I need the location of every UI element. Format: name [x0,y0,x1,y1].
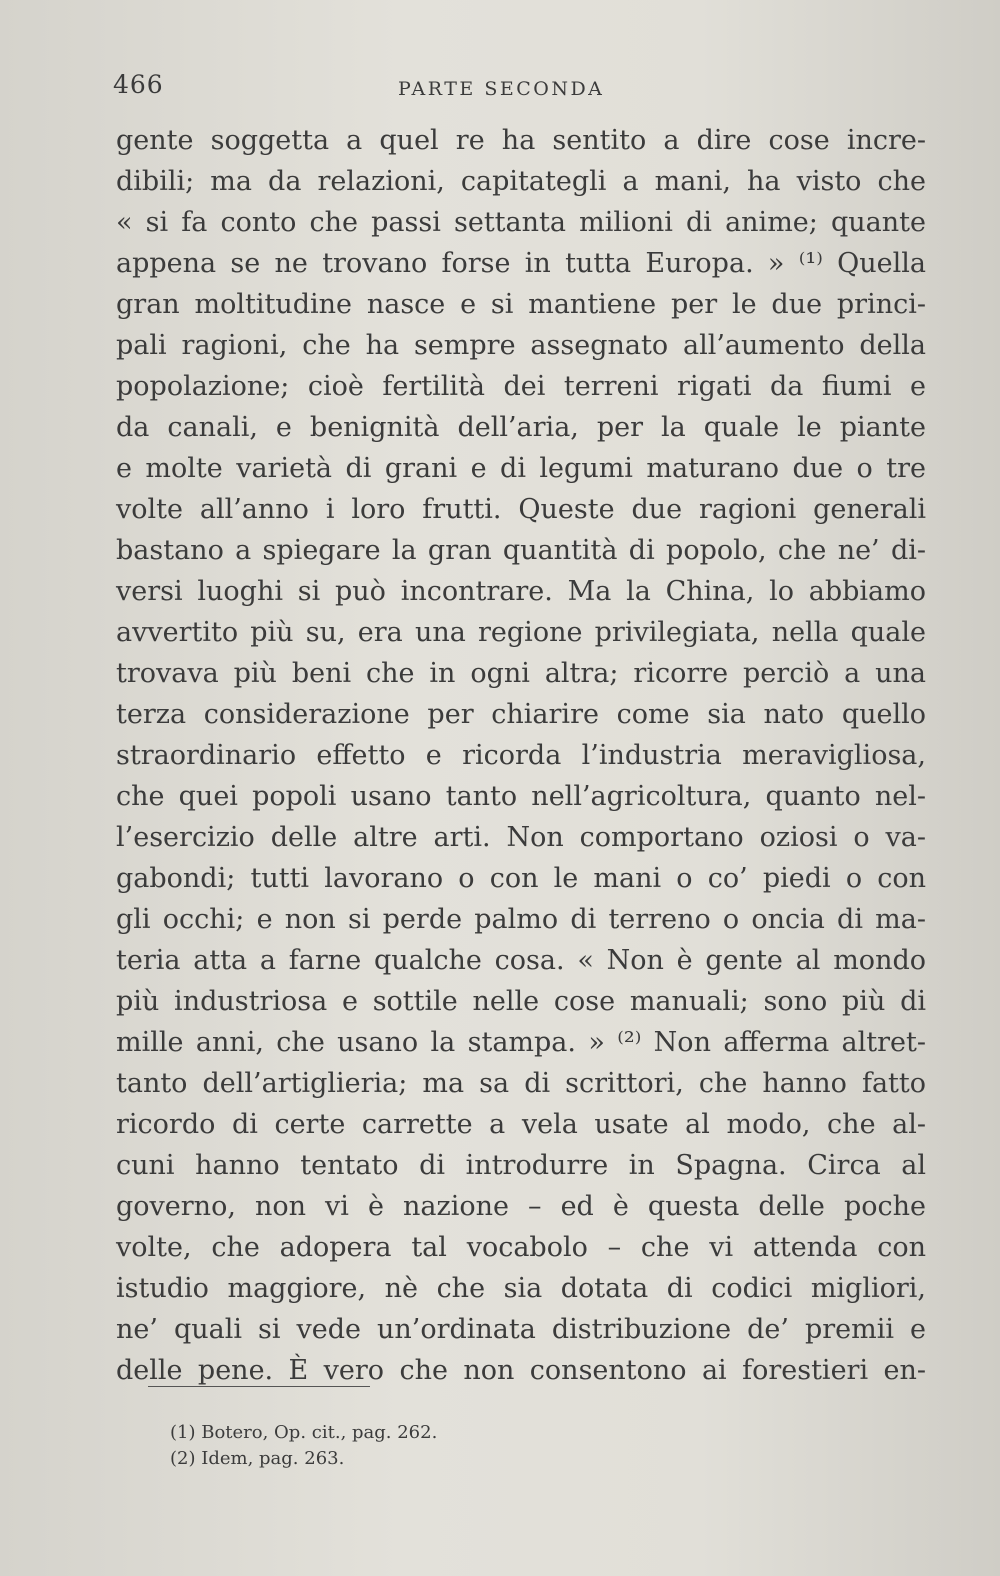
body-line: ne’ quali si vede un’ordinata distribuzione de’ premii e [116,1314,926,1345]
body-line: dibili; ma da relazioni, capitategli a mani, ha visto che [116,166,926,197]
footnote: (1) Botero, Op. cit., pag. 262. [170,1422,438,1443]
body-line: « si fa conto che passi settanta milioni di anime; quante [116,207,926,238]
body-line: gabondi; tutti lavorano o con le mani o co’ piedi o con [116,863,926,894]
body-line: bastano a spiegare la gran quantità di popolo, che ne’ di- [116,535,926,566]
body-line: istudio maggiore, nè che sia dotata di codici migliori, [116,1273,926,1304]
body-line: più industriosa e sottile nelle cose manuali; sono più di [116,986,926,1017]
body-line: appena se ne trovano forse in tutta Europa. » ⁽¹⁾ Quella [116,248,926,279]
body-line: teria atta a farne qualche cosa. « Non è gente al mondo [116,945,926,976]
body-line: ricordo di certe carrette a vela usate al modo, che al- [116,1109,926,1140]
body-line: pali ragioni, che ha sempre assegnato all’aumento della [116,330,926,361]
body-line: gran moltitudine nasce e si mantiene per le due princi- [116,289,926,320]
body-line: l’esercizio delle altre arti. Non comportano oziosi o va- [116,822,926,853]
footnote: (2) Idem, pag. 263. [170,1448,345,1469]
body-line: versi luoghi si può incontrare. Ma la China, lo abbiamo [116,576,926,607]
body-line: delle pene. È vero che non consentono ai forestieri en- [116,1355,926,1386]
footnote-rule [148,1386,370,1387]
body-line: mille anni, che usano la stampa. » ⁽²⁾ Non afferma altret- [116,1027,926,1058]
body-line: straordinario effetto e ricorda l’industria meravigliosa, [116,740,926,771]
body-line: volte, che adopera tal vocabolo – che vi attenda con [116,1232,926,1263]
body-line: tanto dell’artiglieria; ma sa di scrittori, che hanno fatto [116,1068,926,1099]
body-line: terza considerazione per chiarire come sia nato quello [116,699,926,730]
body-line: governo, non vi è nazione – ed è questa delle poche [116,1191,926,1222]
page-number: 466 [113,70,164,99]
body-line: gente soggetta a quel re ha sentito a dire cose incre- [116,125,926,156]
body-line: avvertito più su, era una regione privilegiata, nella quale [116,617,926,648]
body-line: popolazione; cioè fertilità dei terreni rigati da fiumi e [116,371,926,402]
body-line: volte all’anno i loro frutti. Queste due ragioni generali [116,494,926,525]
running-head: PARTE SECONDA [398,78,605,100]
body-line: e molte varietà di grani e di legumi maturano due o tre [116,453,926,484]
body-line: da canali, e benignità dell’aria, per la quale le piante [116,412,926,443]
body-line: gli occhi; e non si perde palmo di terreno o oncia di ma- [116,904,926,935]
body-line: trovava più beni che in ogni altra; ricorre perciò a una [116,658,926,689]
body-line: che quei popoli usano tanto nell’agricoltura, quanto nel- [116,781,926,812]
body-line: cuni hanno tentato di introdurre in Spagna. Circa al [116,1150,926,1181]
